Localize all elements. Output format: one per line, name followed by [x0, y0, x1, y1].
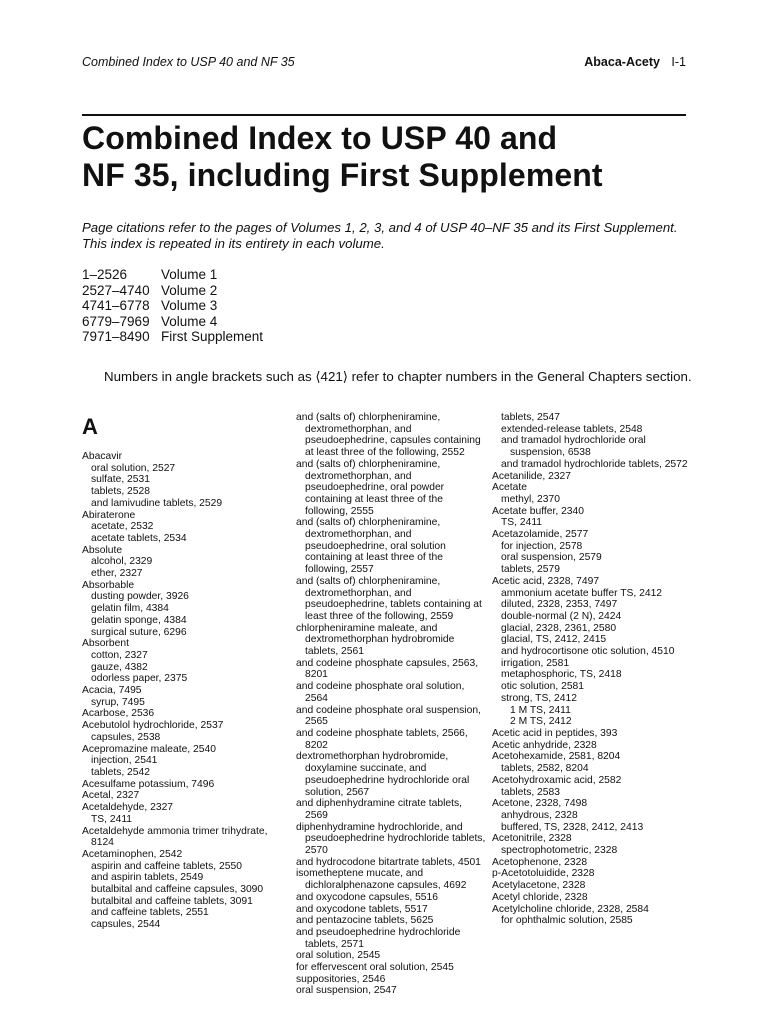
index-subentry: ether, 2327 — [91, 568, 143, 580]
index-column-3 — [492, 412, 692, 927]
intro-paragraph: Page citations refer to the pages of Volumes 1, 2, 3, and 4 of USP 40–NF 35 and its First Supplement. This index is repeated in its entirety in each volume. — [82, 220, 678, 251]
index-entry: Acetylcholine chloride, 2328, 2584 — [492, 903, 649, 915]
index-entry: and oxycodone tablets, 5517 — [296, 903, 428, 915]
title-rule — [82, 114, 686, 116]
index-subentry: and lamivudine tablets, 2529 — [91, 497, 223, 509]
index-subentry: syrup, 7495 — [91, 696, 145, 708]
index-subentry: strong, TS, 2412 — [501, 692, 577, 704]
page-title — [82, 120, 702, 194]
index-subentry: double-normal (2 N), 2424 — [501, 610, 622, 622]
index-column-2 — [296, 412, 486, 997]
index-entry: and (salts of) chlorpheniramine, dextromethorphan, and pseudoephedrine, oral solution containing at least three of the following, 2557 — [296, 517, 446, 576]
index-column-1 — [82, 412, 282, 931]
entry-range: Abaca-Acety — [584, 55, 660, 69]
volume-page-range: 2527–4740 — [82, 282, 150, 298]
index-subentry: and tramadol hydrochloride tablets, 2572 — [501, 458, 688, 470]
index-entry: and hydrocodone bitartrate tablets, 4501 — [296, 856, 481, 868]
volume-page-range: 7971–8490 — [82, 329, 150, 344]
index-subentry: tablets, 2582, 8204 — [501, 763, 589, 775]
index-entry: and codeine phosphate tablets, 2566, 8202 — [296, 727, 468, 751]
index-subentry: gauze, 4382 — [91, 661, 148, 673]
running-title: Combined Index to USP 40 and NF 35 — [82, 55, 295, 69]
index-entry: suppositories, 2546 — [296, 973, 386, 985]
index-subentry: surgical suture, 6296 — [91, 626, 187, 638]
volume-label: First Supplement — [161, 329, 264, 344]
index-entry: Absorbent — [82, 638, 129, 650]
index-subentry: sulfate, 2531 — [91, 474, 150, 486]
volume-table — [82, 267, 263, 345]
index-entry: and diphenhydramine citrate tablets, 2569 — [296, 798, 462, 821]
index-subentry: TS, 2411 — [501, 517, 543, 529]
index-subentry: odorless paper, 2375 — [91, 673, 188, 685]
index-entry: Acetohexamide, 2581, 8204 — [492, 751, 621, 763]
index-subentry: alcohol, 2329 — [91, 556, 153, 568]
index-entry: Absolute — [82, 544, 123, 556]
index-entry: Acetanilide, 2327 — [492, 470, 572, 482]
volume-row — [82, 298, 263, 314]
index-subentry: tablets, 2583 — [501, 786, 560, 798]
index-entry: Acesulfame potassium, 7496 — [82, 778, 215, 790]
index-entry: Abacavir — [82, 451, 123, 462]
index-entry: Acepromazine maleate, 2540 — [82, 743, 216, 755]
index-subentry: glacial, 2328, 2361, 2580 — [501, 622, 617, 634]
volume-label: Volume 1 — [161, 267, 218, 282]
index-subentry: dusting powder, 3926 — [91, 591, 189, 603]
index-subentry: capsules, 2538 — [91, 731, 161, 743]
index-entry: Acetate buffer, 2340 — [492, 505, 584, 517]
index-subentry: aspirin and caffeine tablets, 2550 — [91, 860, 242, 872]
index-subentry: oral suspension, 2579 — [501, 552, 602, 564]
index-subentry: otic solution, 2581 — [501, 681, 585, 693]
index-subentry: 2 M TS, 2412 — [510, 716, 572, 728]
index-subentry: ammonium acetate buffer TS, 2412 — [501, 587, 663, 599]
index-entry: diphenhydramine hydrochloride, and pseudoephedrine hydrochloride tablets, 2570 — [296, 821, 486, 857]
index-entry: for effervescent oral solution, 2545 — [296, 962, 454, 974]
index-subentry: for ophthalmic solution, 2585 — [501, 915, 633, 927]
index-subentry: and caffeine tablets, 2551 — [91, 907, 209, 919]
index-entry: Acetic acid in peptides, 393 — [492, 727, 618, 739]
volume-page-range: 1–2526 — [82, 267, 128, 282]
index-entry: Acetazolamide, 2577 — [492, 529, 589, 541]
index-entry: Acebutolol hydrochloride, 2537 — [82, 720, 224, 732]
index-entry: dextromethorphan hydrobromide, doxylamine succinate, and pseudoephedrine hydrochloride oral solution, 2567 — [296, 751, 470, 798]
page-title-line-1: Combined Index to USP 40 and — [82, 120, 558, 156]
volume-page-range: 4741–6778 — [82, 298, 150, 313]
index-subentry: spectrophotometric, 2328 — [501, 845, 618, 857]
index-entry: Absorbable — [82, 579, 135, 591]
index-subentry: irrigation, 2581 — [501, 657, 570, 669]
index-subentry: for injection, 2578 — [501, 540, 583, 552]
index-subentry: gelatin sponge, 4384 — [91, 614, 187, 626]
volume-label: Volume 2 — [161, 282, 218, 298]
index-entry: Acetonitrile, 2328 — [492, 833, 572, 845]
volume-row — [82, 329, 263, 345]
index-entry: Acetate — [492, 482, 527, 494]
index-entries — [82, 451, 282, 931]
volume-page-range: 6779–7969 — [82, 313, 150, 329]
index-subentry: capsules, 2544 — [91, 919, 161, 931]
index-entry: Acarbose, 2536 — [82, 708, 155, 720]
index-subentry: anhydrous, 2328 — [501, 809, 578, 821]
index-entry: and pseudoephedrine hydrochloride tablets, 2571 — [296, 926, 461, 950]
running-header — [82, 55, 686, 73]
index-entry: chlorpheniramine maleate, and dextromethorphan hydrobromide tablets, 2561 — [296, 622, 455, 658]
index-entry: and codeine phosphate oral suspension, 2565 — [296, 704, 481, 728]
index-subentry: tablets, 2547 — [501, 412, 560, 423]
index-entry: Acetone, 2328, 7498 — [492, 798, 588, 810]
index-subentry: metaphosphoric, TS, 2418 — [501, 669, 622, 681]
index-subentry: acetate, 2532 — [91, 521, 154, 533]
index-subentry: cotton, 2327 — [91, 649, 148, 661]
index-entry: Acetyl chloride, 2328 — [492, 891, 588, 903]
index-subentry: 1 M TS, 2411 — [510, 704, 571, 716]
index-entry: Acetylacetone, 2328 — [492, 880, 586, 892]
index-entry: Acetaldehyde, 2327 — [82, 802, 174, 814]
index-subentry: TS, 2411 — [91, 813, 133, 825]
volume-label: Volume 4 — [161, 313, 218, 329]
index-subentry: and aspirin tablets, 2549 — [91, 872, 204, 884]
index-entry: Acetic anhydride, 2328 — [492, 739, 597, 751]
index-entry: and pentazocine tablets, 5625 — [296, 915, 434, 927]
index-subentry: methyl, 2370 — [501, 493, 560, 505]
volume-label: Volume 3 — [161, 298, 218, 313]
volume-row — [82, 283, 263, 299]
chapter-note: Numbers in angle brackets such as ⟨421⟩ refer to chapter numbers in the General Chapters section. — [104, 369, 692, 384]
index-subentry: buffered, TS, 2328, 2412, 2413 — [501, 821, 644, 833]
index-entry: Acetic acid, 2328, 7497 — [492, 575, 600, 587]
index-subentry: oral solution, 2527 — [91, 462, 176, 474]
volume-row — [82, 314, 263, 330]
section-letter: A — [82, 414, 98, 439]
index-subentry: diluted, 2328, 2353, 7497 — [501, 599, 618, 611]
index-entry: Acetal, 2327 — [82, 790, 140, 802]
index-entry: and (salts of) chlorpheniramine, dextromethorphan, and pseudoephedrine, tablets containing at least three of the following, 2559 — [296, 575, 482, 622]
index-subentry: gelatin film, 4384 — [91, 603, 169, 615]
index-entry: and oxycodone capsules, 5516 — [296, 891, 438, 903]
index-subentry: tablets, 2528 — [91, 486, 150, 498]
index-subentry: tablets, 2579 — [501, 564, 560, 576]
index-entry: oral suspension, 2547 — [296, 985, 397, 997]
index-subentry: extended-release tablets, 2548 — [501, 423, 643, 435]
index-subentry: acetate tablets, 2534 — [91, 532, 187, 544]
index-subentry: tablets, 2542 — [91, 766, 150, 778]
index-subentry: butalbital and caffeine capsules, 3090 — [91, 884, 264, 896]
index-entry: and (salts of) chlorpheniramine, dextromethorphan, and pseudoephedrine, capsules containing at least three of the following, 2552 — [296, 412, 481, 459]
index-entry: and (salts of) chlorpheniramine, dextromethorphan, and pseudoephedrine, oral powder containing at least three of the following, 2555 — [296, 458, 445, 517]
page-number: I-1 — [671, 55, 686, 69]
index-subentry: and hydrocortisone otic solution, 4510 — [501, 646, 675, 658]
index-entry: Acetophenone, 2328 — [492, 856, 588, 868]
index-entry: Acetaldehyde ammonia trimer trihydrate, 8124 — [82, 825, 268, 849]
index-entry: and codeine phosphate capsules, 2563, 8201 — [296, 657, 479, 681]
index-entries — [296, 412, 486, 997]
volume-row — [82, 267, 263, 283]
index-entry: p-Acetotoluidide, 2328 — [492, 868, 595, 880]
index-subentry: glacial, TS, 2412, 2415 — [501, 634, 607, 646]
index-entry: Abiraterone — [82, 509, 136, 521]
page-title-line-2: NF 35, including First Supplement — [82, 157, 603, 193]
index-entry: and codeine phosphate oral solution, 2564 — [296, 681, 465, 704]
index-entry: Acetohydroxamic acid, 2582 — [492, 774, 622, 786]
index-subentry: butalbital and caffeine tablets, 3091 — [91, 895, 253, 907]
index-entry: Acetaminophen, 2542 — [82, 848, 183, 860]
index-subentry: injection, 2541 — [91, 755, 158, 767]
index-entries — [492, 412, 692, 927]
index-entry: oral solution, 2545 — [296, 950, 381, 962]
index-subentry: and tramadol hydrochloride oral suspension, 6538 — [501, 435, 646, 459]
index-entry: isometheptene mucate, and dichloralphenazone capsules, 4692 — [296, 868, 467, 892]
index-entry: Acacia, 7495 — [82, 685, 142, 697]
